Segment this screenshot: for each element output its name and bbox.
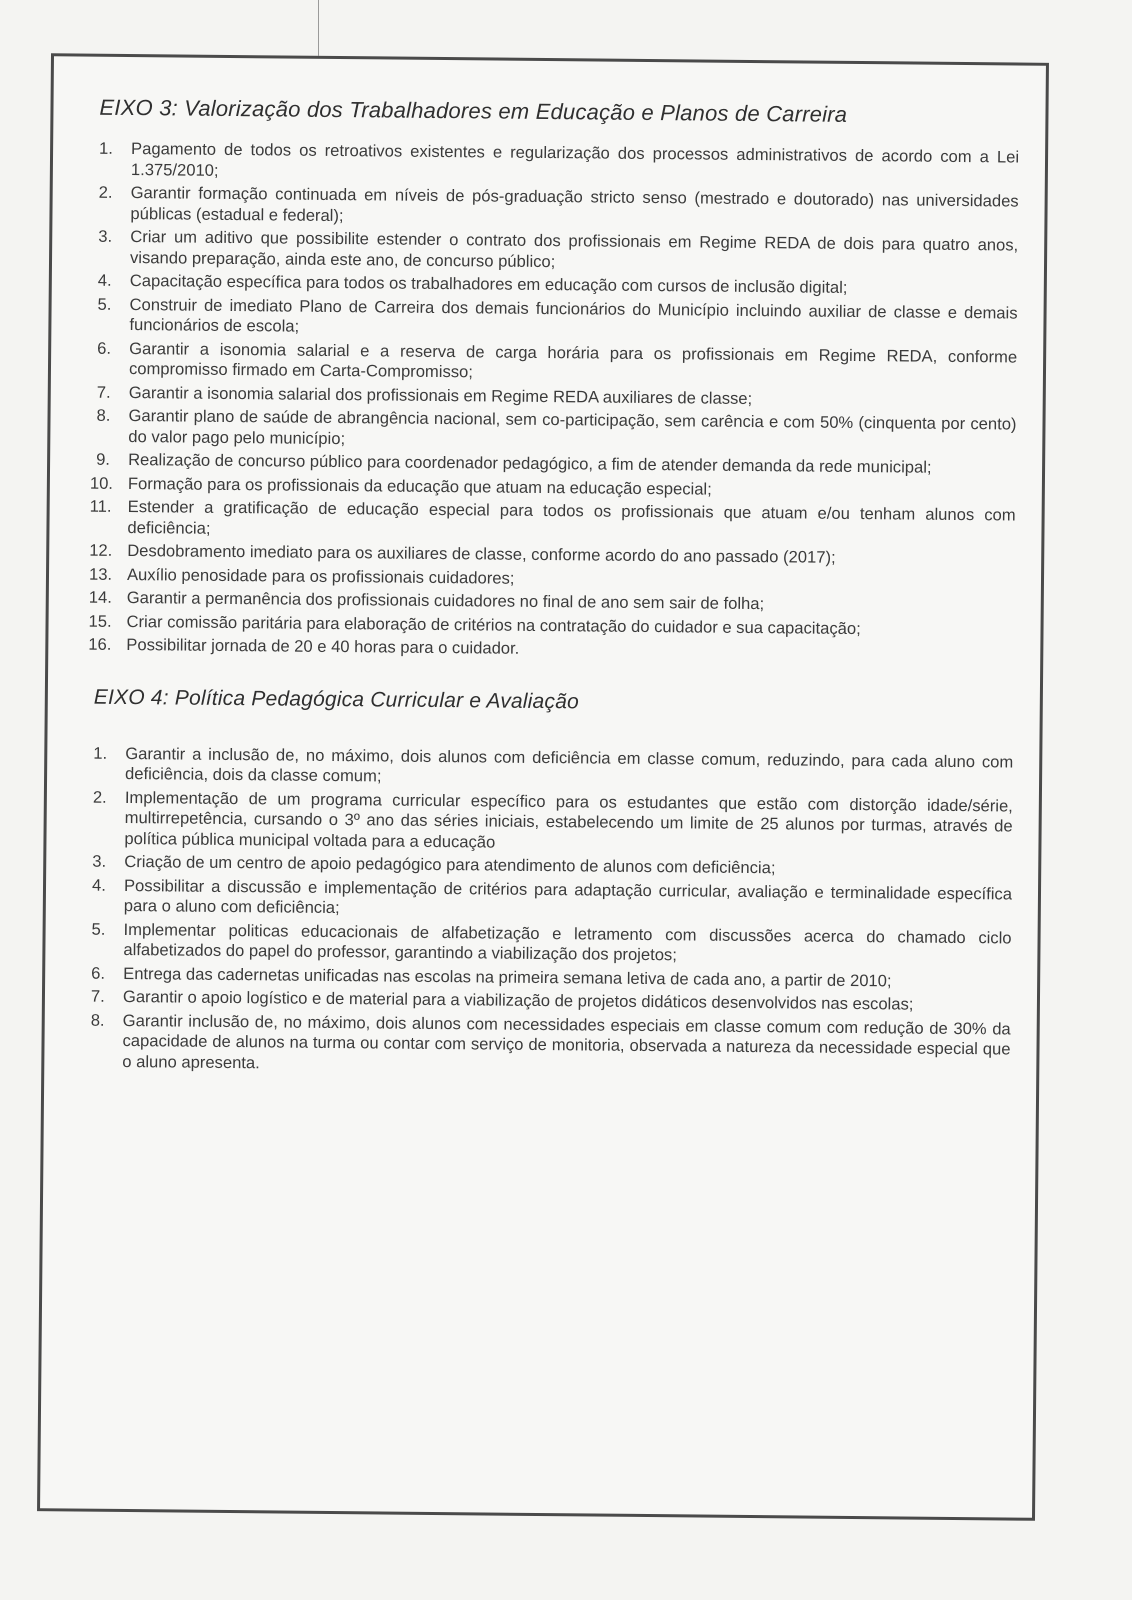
item-number: 3. <box>92 851 107 871</box>
item-number: 15. <box>88 611 112 631</box>
item-number: 2. <box>98 182 113 202</box>
item-text: Garantir formação continuada em níveis de pós-graduação stricto senso (mestrado e doutorado) nas universidades públicas (estadual e federal); <box>130 183 1019 225</box>
item-number: 10. <box>89 473 114 493</box>
item-text: Desdobramento imediato para os auxiliares de classe, conforme acordo do ano passado (2017); <box>127 540 836 567</box>
item-number: 16. <box>88 634 112 654</box>
item-number: 6. <box>91 963 106 983</box>
eixo3-item <box>89 496 1016 547</box>
eixo3-list <box>88 138 1020 664</box>
eixo3-item <box>98 227 1018 277</box>
item-text: Garantir a inclusão de, no máximo, dois alunos com deficiência em classe comum, reduzindo, para cada aluno com deficiência, dois da classe comum; <box>125 743 1014 786</box>
eixo3-item <box>97 338 1017 388</box>
item-text: Garantir o apoio logístico e de material para a viabilização de projetos didáticos desenvolvidos nas escolas; <box>122 986 914 1014</box>
item-number: 4. <box>97 270 112 290</box>
item-number: 5. <box>91 919 106 939</box>
item-number: 11. <box>89 496 112 516</box>
item-text: Formação para os profissionais da educação que atuam na educação especial; <box>127 473 712 499</box>
eixo3-item <box>97 294 1017 344</box>
item-text: Criar comissão paritária para elaboração de critérios na contratação do cuidador e sua capacitação; <box>126 611 861 638</box>
item-text: Implementação de um programa curricular específico para os estudantes que estão com distorção idade/série, multirrepetência, cursando o 3º ano das séries iniciais, estabelecendo um limite de 25 alunos por turmas, através de política pública municipal voltada para a educação <box>124 787 1013 852</box>
item-number: 4. <box>91 875 106 895</box>
item-text: Garantir a isonomia salarial dos profissionais em Regime REDA auxiliares de classe; <box>128 382 753 408</box>
eixo4-item <box>92 787 1013 857</box>
item-text: Realização de concurso público para coordenador pedagógico, a fim de atender demanda da rede municipal; <box>128 450 932 477</box>
item-text: Possibilitar jornada de 20 e 40 horas para o cuidador. <box>126 634 520 658</box>
item-text: Garantir inclusão de, no máximo, dois alunos com necessidades especiais em classe comum com redução de 30% da capacidade de alunos na turma ou contar com serviço de monitoria, observada a natureza da necessidade especial que o aluno apresenta. <box>122 1010 1011 1072</box>
item-text: Pagamento de todos os retroativos existentes e regularização dos processos administrativos de acordo com a Lei 1.375/2010; <box>130 139 1020 180</box>
eixo4-item <box>92 875 1012 925</box>
item-number: 6. <box>97 338 112 358</box>
item-text: Criar um aditivo que possibilite estender o contrato dos profissionais em Regime REDA de dois para quatro anos, visando preparação, ainda este ano, de concurso público; <box>129 227 1019 271</box>
item-number: 7. <box>96 382 111 402</box>
item-text: Entrega das cadernetas unificadas nas escolas na primeira semana letiva de cada ano, a partir de 2010; <box>123 963 892 990</box>
item-text: Implementar politicas educacionais de alfabetização e letramento com discussões acerca do chamado ciclo alfabetizados do papel do professor, garantindo a viabilização dos projetos; <box>123 919 1012 965</box>
item-text: Capacitação específica para todos os trabalhadores em educação com cursos de inclusão digital; <box>129 271 848 297</box>
eixo4-item <box>91 919 1011 969</box>
item-text: Garantir a isonomia salarial e a reserva de carga horária para os profissionais em Regime REDA, conforme compromisso firmado em Carta-Compromisso; <box>128 338 1018 382</box>
item-text: Criação de um centro de apoio pedagógico para atendimento de alunos com deficiência; <box>124 851 776 878</box>
document-content <box>90 95 1019 1084</box>
eixo3-title: EIXO 3: Valorização dos Trabalhadores em Educação e Planos de Carreira <box>99 94 848 127</box>
item-number: 8. <box>96 405 111 425</box>
item-number: 13. <box>88 564 113 584</box>
eixo4-title: EIXO 4: Política Pedagógica Curricular e Avaliação <box>93 685 580 713</box>
item-text: Estender a gratificação de educação especial para todos os profissionais que atuam e/ou tenham alunos com deficiência; <box>127 497 1016 538</box>
item-text: Possibilitar a discussão e implementação de critérios para adaptação curricular, avaliação e terminalidade específica para o aluno com deficiência; <box>123 875 1013 918</box>
item-number: 3. <box>98 226 113 246</box>
eixo4-list <box>90 743 1013 1080</box>
eixo3-item <box>96 406 1016 456</box>
eixo3-item <box>99 139 1019 189</box>
item-number: 1. <box>93 743 108 763</box>
item-number: 12. <box>89 540 113 560</box>
item-number: 1. <box>99 138 114 158</box>
item-number: 8. <box>90 1010 105 1030</box>
item-text: Construir de imediato Plano de Carreira dos demais funcionários do Município incluindo auxiliar de classe e demais funcionários de escola; <box>129 294 1018 336</box>
document-frame <box>37 53 1049 1521</box>
eixo3-item <box>98 183 1018 233</box>
eixo4-item <box>93 743 1013 793</box>
item-number: 2. <box>92 787 107 807</box>
item-number: 9. <box>96 449 111 469</box>
item-number: 5. <box>97 294 112 314</box>
item-number: 7. <box>90 986 105 1006</box>
eixo4-item <box>90 1010 1011 1080</box>
item-text: Garantir plano de saúde de abrangência nacional, sem co-participação, sem carência e com 50% (cinquenta por cento) do valor pago pelo município; <box>128 406 1017 448</box>
item-number: 14. <box>88 587 112 607</box>
item-text: Garantir a permanência dos profissionais cuidadores no final de ano sem sair de folha; <box>126 587 765 614</box>
item-text: Auxílio penosidade para os profissionais cuidadores; <box>126 564 515 588</box>
